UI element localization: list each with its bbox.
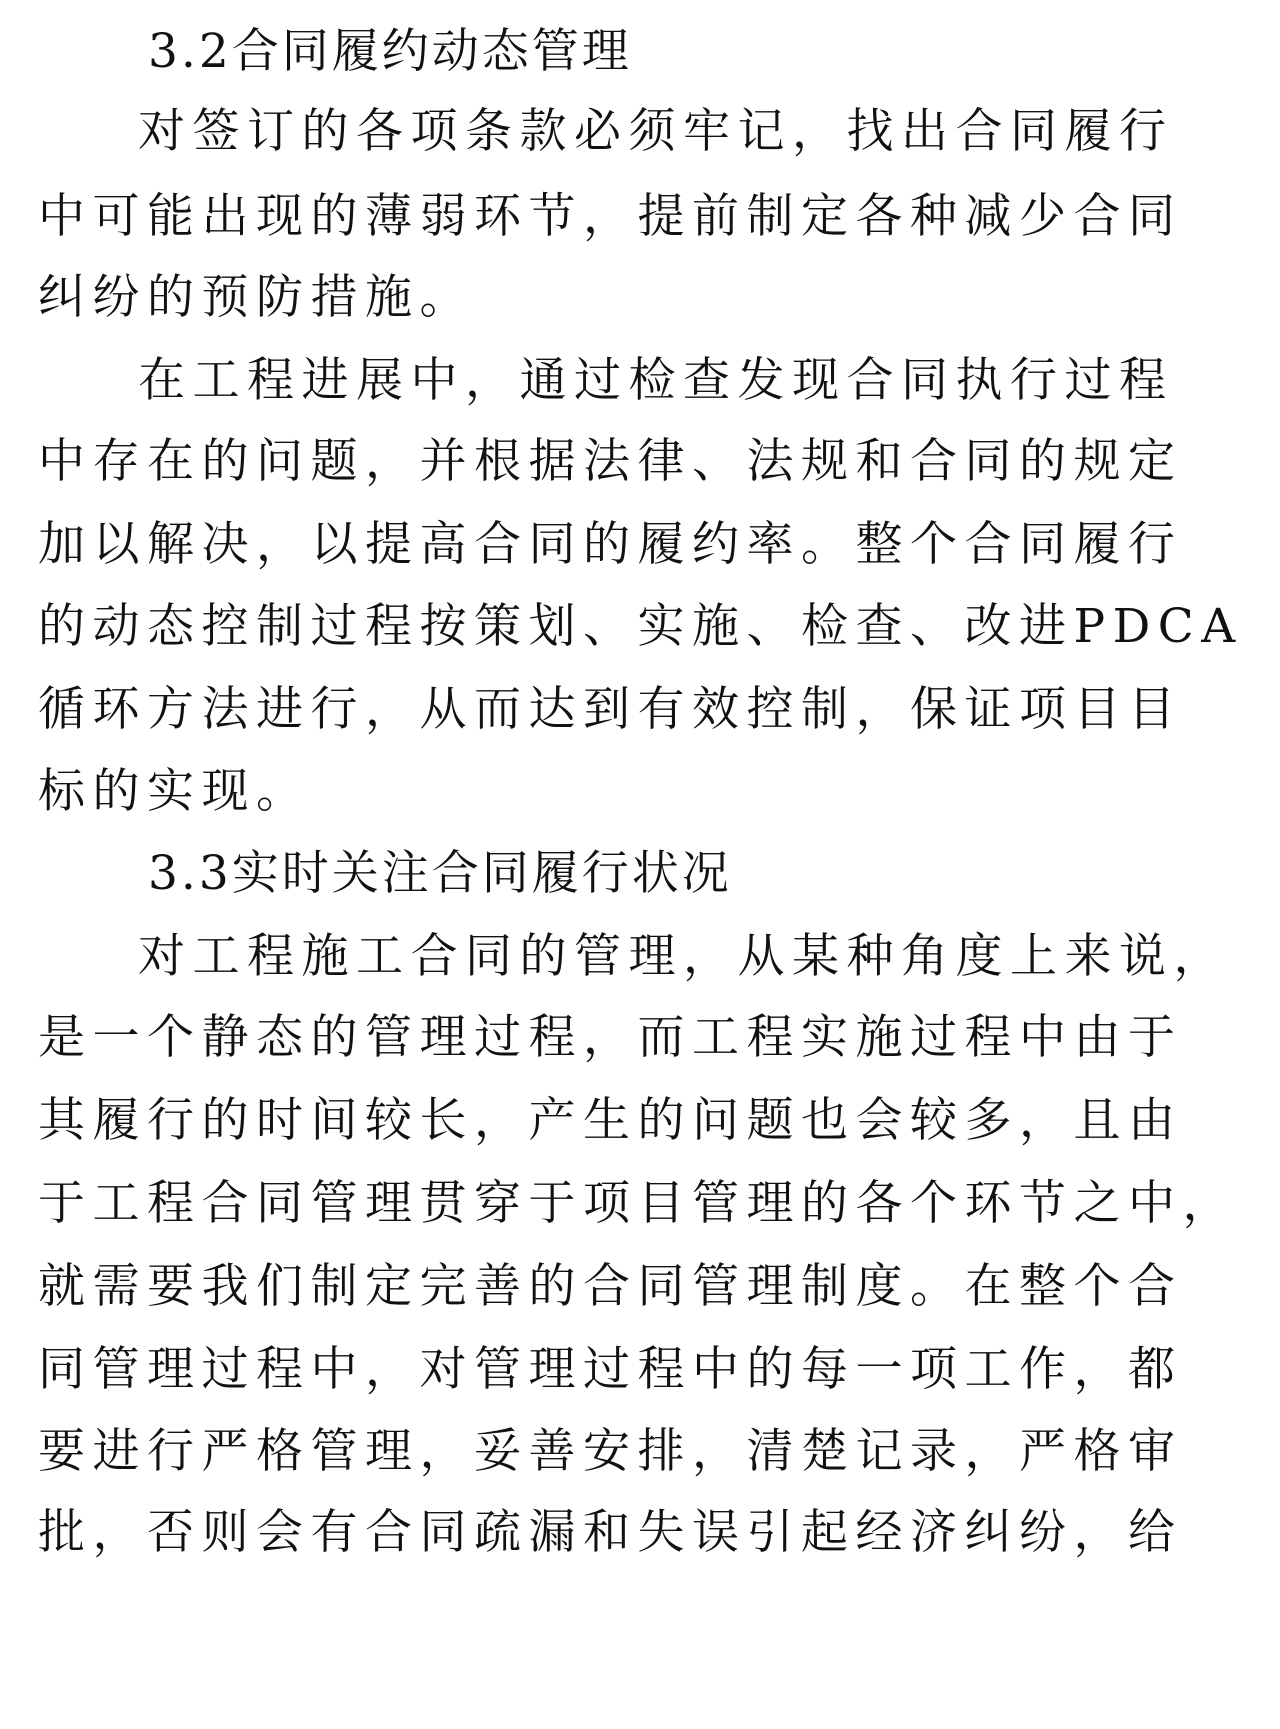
- text-line: 对工程施工合同的管理，从某种角度上来说，: [138, 929, 1228, 984]
- section-heading-3-3: 3.3实时关注合同履行状况: [148, 846, 732, 901]
- text-line: 纠纷的预防措施。: [38, 270, 474, 325]
- text-line: 其履行的时间较长，产生的问题也会较多，且由: [38, 1093, 1183, 1148]
- text-line: 同管理过程中，对管理过程中的每一项工作，都: [38, 1342, 1183, 1397]
- text-line: 中存在的问题，并根据法律、法规和合同的规定: [38, 434, 1183, 489]
- text-line: 加以解决，以提高合同的履约率。整个合同履行: [38, 517, 1183, 572]
- text-line: 批，否则会有合同疏漏和失误引起经济纠纷，给: [38, 1505, 1183, 1560]
- text-line: 是一个静态的管理过程，而工程实施过程中由于: [38, 1010, 1183, 1065]
- text-line: 要进行严格管理，妥善安排，清楚记录，严格审: [38, 1424, 1183, 1479]
- text-line: 标的实现。: [38, 764, 311, 819]
- text-line: 对签订的各项条款必须牢记，找出合同履行: [138, 104, 1174, 159]
- section-heading-3-2: 3.2合同履约动态管理: [148, 24, 632, 79]
- text-line: 循环方法进行，从而达到有效控制，保证项目目: [38, 682, 1183, 737]
- text-line: 的动态控制过程按策划、实施、检查、改进PDCA: [38, 599, 1243, 654]
- text-line: 就需要我们制定完善的合同管理制度。在整个合: [38, 1259, 1183, 1314]
- text-line: 在工程进展中，通过检查发现合同执行过程: [138, 353, 1174, 408]
- text-line: 于工程合同管理贯穿于项目管理的各个环节之中，: [38, 1176, 1237, 1231]
- text-line: 中可能出现的薄弱环节，提前制定各种减少合同: [38, 189, 1183, 244]
